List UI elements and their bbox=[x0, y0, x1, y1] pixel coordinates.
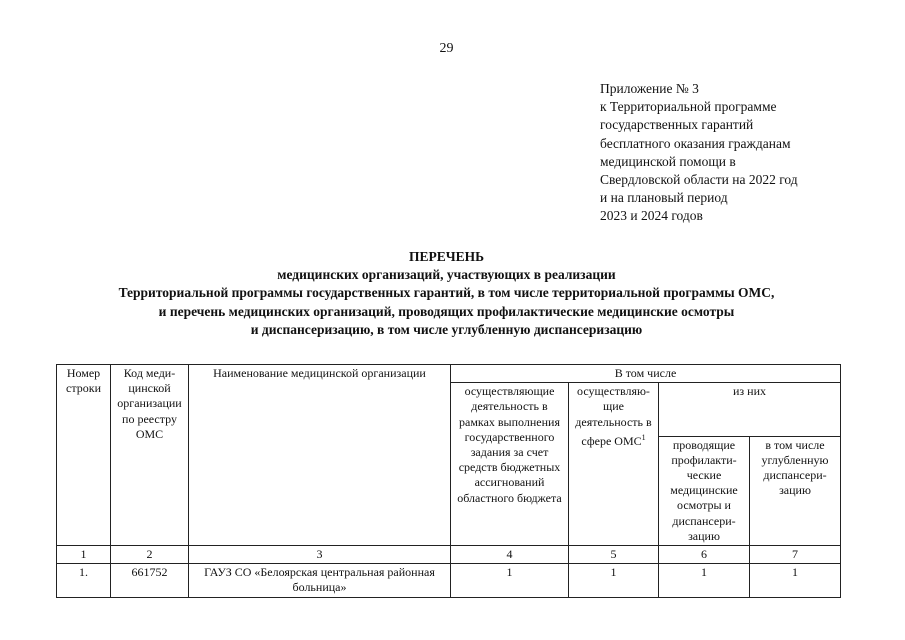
header-in-total: В том числе bbox=[451, 365, 841, 383]
appendix-line: Свердловской области на 2022 год bbox=[600, 172, 798, 188]
column-numbers-row bbox=[57, 546, 841, 564]
page-number: 29 bbox=[439, 41, 454, 56]
header-of-them: из них bbox=[659, 383, 841, 436]
appendix-line: Приложение № 3 bbox=[600, 81, 699, 96]
appendix-line: 2023 и 2024 годов bbox=[600, 208, 703, 224]
header-row-number: Номер строки bbox=[57, 365, 111, 546]
header-org-code: Код меди-цинской организации по реестру ОМС bbox=[111, 365, 189, 546]
column-number: 1 bbox=[57, 546, 111, 564]
header-state-task: осуществляющие деятельность в рамках выполнения государственного задания за счет средств бюджетных ассигнований областного бюджета bbox=[451, 383, 569, 546]
appendix-line: и на плановый период bbox=[600, 190, 728, 206]
org-name: ГАУЗ СО «Белоярская центральная районная больница» bbox=[189, 564, 451, 597]
header-oms-activity bbox=[569, 383, 659, 546]
row-number: 1. bbox=[57, 564, 111, 597]
cell-oms-activity: 1 bbox=[569, 564, 659, 597]
header-row-1 bbox=[57, 365, 841, 383]
appendix-line: бесплатного оказания гражданам bbox=[600, 135, 791, 151]
table-row bbox=[57, 564, 841, 597]
header-org-name: Наименование медицинской организации bbox=[189, 365, 451, 546]
cell-preventive-exams: 1 bbox=[659, 564, 750, 597]
column-number: 7 bbox=[750, 546, 841, 564]
appendix-line: государственных гарантий bbox=[600, 117, 754, 133]
header-in-depth-dispensary: в том числе углубленную диспансери-зацию bbox=[750, 436, 841, 545]
heading-line: и перечень медицинских организаций, проводящих профилактические медицинские осмотры bbox=[158, 303, 735, 319]
column-number: 2 bbox=[111, 546, 189, 564]
column-number: 4 bbox=[451, 546, 569, 564]
heading-title: ПЕРЕЧЕНЬ bbox=[408, 249, 485, 264]
appendix-note bbox=[600, 80, 850, 226]
column-number: 6 bbox=[659, 546, 750, 564]
heading-line: Территориальной программы государственных гарантий, в том числе территориальной программы ОМС, bbox=[118, 285, 775, 301]
cell-in-depth-dispensary: 1 bbox=[750, 564, 841, 597]
cell-state-task: 1 bbox=[451, 564, 569, 597]
footnote-mark: 1 bbox=[641, 432, 646, 442]
heading-line: медицинских организаций, участвующих в реализации bbox=[277, 267, 616, 283]
appendix-line: медицинской помощи в bbox=[600, 153, 736, 169]
heading-line: и диспансеризацию, в том числе углубленную диспансеризацию bbox=[250, 321, 643, 337]
header-oms-text: осуществляю-щие деятельность в сфере ОМС bbox=[575, 384, 652, 448]
column-number: 5 bbox=[569, 546, 659, 564]
org-code: 661752 bbox=[111, 564, 189, 597]
document-heading bbox=[0, 248, 893, 339]
column-number: 3 bbox=[189, 546, 451, 564]
appendix-line: к Территориальной программе bbox=[600, 99, 777, 115]
organizations-table bbox=[56, 364, 841, 598]
header-preventive-exams: проводящие профилакти-ческие медицинские осмотры и диспансери-зацию bbox=[659, 436, 750, 545]
